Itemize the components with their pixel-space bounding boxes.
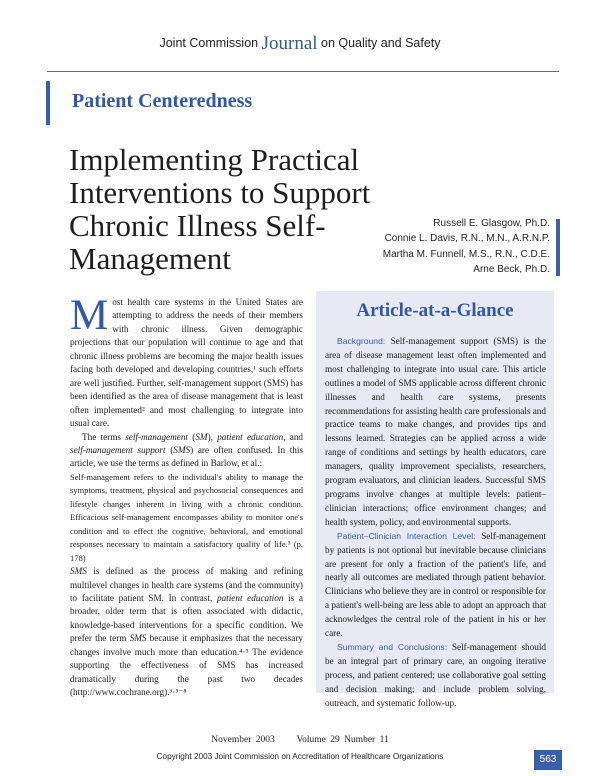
author: Connie L. Davis, R.N., M.N., A.R.N.P. [384, 233, 550, 245]
glance-label: Summary and Conclusions: [337, 641, 448, 652]
author-list [383, 216, 550, 278]
header-rule [47, 71, 559, 72]
page-number: 563 [534, 750, 562, 770]
body-paragraph-1: Most health care systems in the United States are attempting to address the needs of their members with chronic illness. Given demographic projections that our population will continue to age and that chronic illness problems are becoming the major health issues facing both developed and developing countries,¹ such efforts are well justified. Further, self-management support (SMS) has been identified as the area of disease management that is least often implemented² and most challenging to integrate into usual care. [70, 292, 303, 429]
copyright-notice: Copyright 2003 Joint Commission on Accreditation of Healthcare Organizations [156, 752, 444, 761]
body-paragraph-2: The terms self-management (SM), patient education, and self-management support (SMS) are often confused. In this article, we use the terms as defined in Barlow, et al.: [70, 431, 304, 469]
journal-name-suffix: on Quality and Safety [317, 36, 441, 50]
glance-patient-clinician: Patient–Clinician Interaction Level: Self-management by patients is not optional but inevitable because clinicians are present for only a fraction of the patient's life, and nearly all outcomes are mediated through patient behavior. Clinicians who believe they are in control or responsible for a patient's well-being are less able to adopt an approach that acknowledges the central role of the patient in his or her care. [325, 530, 546, 639]
glance-summary: Summary and Conclusions: Self-management should be an integral part of primary care, an ongoing iterative process, and patient centered; use collaborative goal setting and decision making; and include problem solving, outreach, and systematic follow-up. [325, 641, 546, 708]
glance-body [325, 335, 546, 710]
section-heading: Patient Centeredness [72, 90, 253, 112]
article-title: Implementing Practical Interventions to Support Chronic Illness Self-Management [69, 142, 371, 276]
author: Martha M. Funnell, M.S., R.N., C.D.E. [382, 248, 550, 260]
drop-cap: M [70, 292, 109, 339]
author: Arne Beck, Ph.D. [473, 264, 550, 276]
block-quote: Self-management refers to the individual's ability to manage the symptoms, treatment, physical and psychosocial consequences and lifestyle changes inherent in living with a chronic condition. Efficacious self-management encompasses ability to monitor one's condition and to effect the cognitive, behavioral, and emotional responses necessary to maintain a satisfactory quality of life.³ (p. 178) [70, 471, 303, 563]
journal-name-word: Journal [261, 33, 318, 54]
body-paragraph-3: SMS is defined as the process of making and refining multilevel changes in health care systems (and the community) to facilitate patient SM. In contrast, patient education is a broader, older term that is often associated with didactic, knowledge-based interventions for a specific condition. We prefer the term SMS because it emphasizes that the necessary changes involve much more than education.⁴·⁵ The evidence supporting the effectiveness of SMS has increased dramatically during the past two decades (http://www.cochrane.org).³·⁵⁻⁸ [70, 566, 303, 698]
author-accent-bar [556, 219, 560, 276]
author: Russell E. Glasgow, Ph.D. [433, 218, 550, 229]
journal-header [0, 33, 600, 55]
glance-label: Background: [337, 336, 386, 346]
glance-title: Article-at-a-Glance [356, 300, 514, 321]
article-body [70, 292, 304, 700]
glance-background: Background: Self-management support (SMS) is the area of disease management least often implemented and most challenging to integrate into usual care. This article outlines a model of SMS applicable across different chronic illnesses and health care systems, presents recommendations for assisting health care professionals and practice teams to make changes, and provides tips and lessons learned. Strategies can be applied across a wide range of conditions and settings by health educators, care managers, quality improvement specialists, researchers, program evaluators, and clinician leaders. Successful SMS programs involve changes at multiple levels: patient–clinician interactions; office environment changes; and health system, policy, and environmental supports. [325, 336, 546, 527]
section-accent-bar [46, 81, 50, 125]
journal-name-prefix: Joint Commission [159, 36, 262, 50]
glance-label: Patient–Clinician Interaction Level: [337, 530, 476, 541]
issue-info: November 2003 Volume 29 Number 11 [211, 735, 389, 745]
